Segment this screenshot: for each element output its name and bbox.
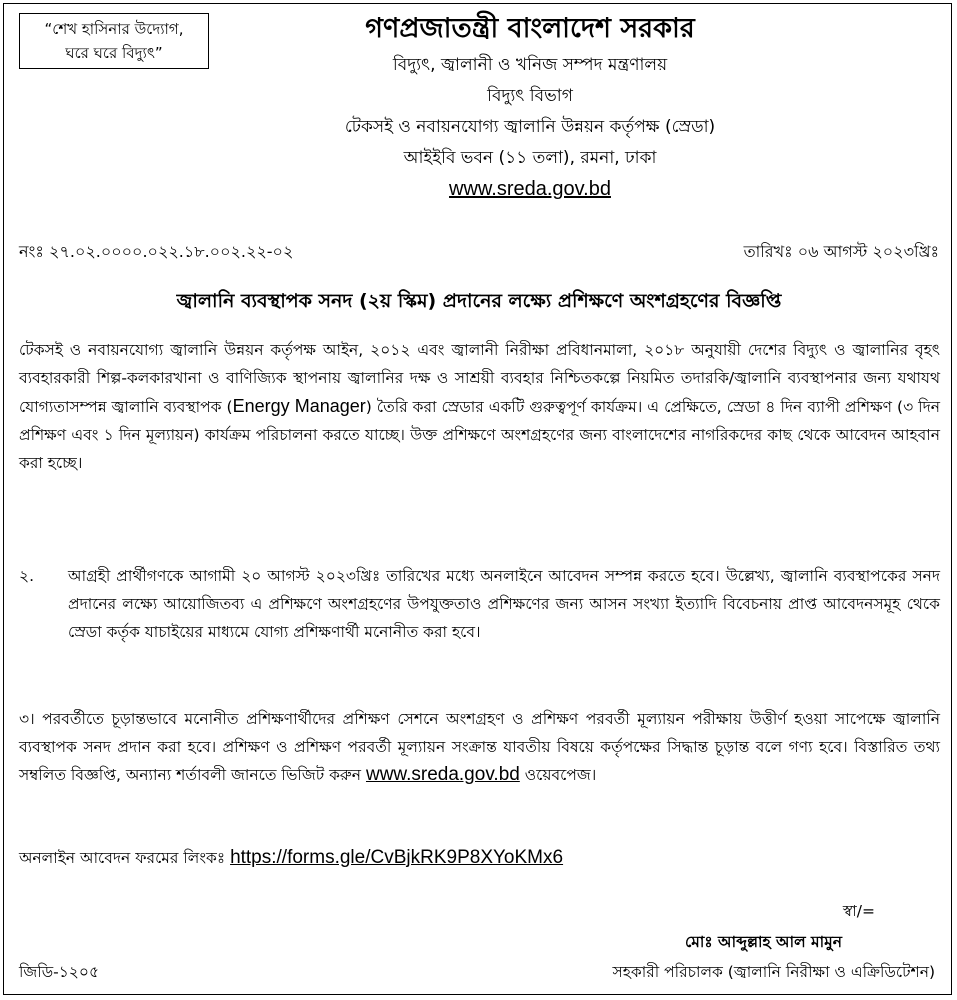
address: আইইবি ভবন (১১ তলা), রমনা, ঢাকা (403, 148, 657, 168)
slogan-line-2: ঘরে ঘরে বিদ্যুৎ” (65, 44, 163, 62)
paragraph-3-suffix: ওয়েবপেজ। (519, 766, 597, 784)
gd-code: জিডি-১২০৫ (19, 963, 100, 981)
slogan-box (19, 13, 209, 69)
paragraph-1-part-b: ) তৈরি করা স্রেডার একটি গুরুত্বপূর্ণ কার্যক্রম। এ প্রেক্ষিতে, স্রেডা ৪ দিন ব্যাপী প্রশিক্ষণ (৩ দিন প্রশিক্ষণ এবং ১ দিন মূল্যায়ন) কার্যক্রম পরিচালনা করতে যাচ্ছে। উক্ত প্রশিক্ষণে অংশগ্রহণের জন্য বাংলাদেশের নাগরিকদের কাছ থেকে আবেদন আহবান করা হচ্ছে। (19, 398, 940, 472)
paragraph-3 (19, 705, 940, 789)
government-name: গণপ্রজাতন্ত্রী বাংলাদেশ সরকার (365, 13, 695, 44)
signatory-designation: সহকারী পরিচালক (জ্বালানি নিরীক্ষা ও এক্রিডিটেশন) (612, 963, 935, 981)
signed-mark: স্বা/= (842, 902, 875, 920)
paragraph-1 (19, 336, 940, 477)
division-name: বিদ্যুৎ বিভাগ (487, 86, 573, 106)
authority-name: টেকসই ও নবায়নযোগ্য জ্বালানি উন্নয়ন কর্তৃপক্ষ (স্রেডা) (344, 117, 716, 137)
slogan-line-1: “শেখ হাসিনার উদ্যোগ, (44, 20, 184, 38)
paragraph-2 (19, 562, 940, 646)
paragraph-3-text: ৩। পরবর্তীতে চূড়ান্তভাবে মনোনীত প্রশিক্ষণার্থীদের প্রশিক্ষণ সেশনে অংশগ্রহণ ও প্রশিক্ষণ পরবর্তী মূল্যায়ন পরীক্ষায় উত্তীর্ণ হওয়া সাপেক্ষে জ্বালানি ব্যবস্থাপক সনদ প্রদান করা হবে। প্রশিক্ষণ ও প্রশিক্ষণ পরবর্তী মূল্যায়ন সংক্রান্ত যাবতীয় বিষয়ে কর্তৃপক্ষের সিদ্ধান্ত চূড়ান্ত বলে গণ্য হবে। বিস্তারিত তথ্য সম্বলিত বিজ্ঞপ্তি, অন্যান্য শর্তাবলী জানতে ভিজিট করুন (19, 710, 940, 784)
memo-number: নংঃ ২৭.০২.০০০০.০২২.১৮.০০২.২২-০২ (19, 242, 294, 261)
body-website-link[interactable]: www.sreda.gov.bd (365, 764, 520, 785)
paragraph-1-part-a: টেকসই ও নবায়নযোগ্য জ্বালানি উন্নয়ন কর্তৃপক্ষ আইন, ২০১২ এবং জ্বালানী নিরীক্ষা প্রবিধানমালা, ২০১৮ অনুযায়ী দেশের বিদ্যুৎ ও জ্বালানির বৃহৎ ব্যবহারকারী শিল্প-কলকারখানা ও বাণিজ্যিক স্থাপনায় জ্বালানির দক্ষ ও সাশ্রয়ী ব্যবহার নিশ্চিতকল্পে নিয়মিত তদারকি/জ্বালানি ব্যবস্থাপনার জন্য যথাযথ যোগ্যতাসম্পন্ন জ্বালানি ব্যবস্থাপক ( (19, 341, 940, 416)
online-form-line (19, 844, 563, 872)
signatory-name: মোঃ আব্দুল্লাহ আল মামুন (684, 933, 842, 951)
letterhead (250, 8, 810, 205)
energy-manager-term: Energy Manager (232, 396, 366, 416)
online-form-label: অনলাইন আবেদন ফরমের লিংকঃ (19, 849, 231, 867)
notice-title: জ্বালানি ব্যবস্থাপক সনদ (২য় স্কিম) প্রদানের লক্ষ্যে প্রশিক্ষণে অংশগ্রহণের বিজ্ঞপ্তি (176, 290, 782, 312)
memo-date: তারিখঃ ০৬ আগস্ট ২০২৩খ্রিঃ (743, 242, 939, 261)
paragraph-2-number: ২. (19, 567, 35, 585)
ministry-name: বিদ্যুৎ, জ্বালানী ও খনিজ সম্পদ মন্ত্রণালয় (392, 55, 668, 75)
online-form-link[interactable]: https://forms.gle/CvBjkRK9P8XYoKMx6 (230, 847, 564, 868)
header-website-link[interactable]: www.sreda.gov.bd (449, 178, 611, 200)
paragraph-2-text: আগ্রহী প্রার্থীগণকে আগামী ২০ আগস্ট ২০২৩খ্রিঃ তারিখের মধ্যে অনলাইনে আবেদন সম্পন্ন করতে হবে। উল্লেখ্য, জ্বালানি ব্যবস্থাপকের সনদ প্রদানের লক্ষ্যে আয়োজিতব্য এ প্রশিক্ষণে অংশগ্রহণের উপযুক্ততাও প্রশিক্ষণের জন্য আসন সংখ্যা ইত্যাদি বিবেচনায় প্রাপ্ত আবেদনসমূহ থেকে স্রেডা কর্তৃক যাচাইয়ের মাধ্যমে যোগ্য প্রশিক্ষণার্থী মনোনীত করা হবে। (68, 567, 940, 641)
